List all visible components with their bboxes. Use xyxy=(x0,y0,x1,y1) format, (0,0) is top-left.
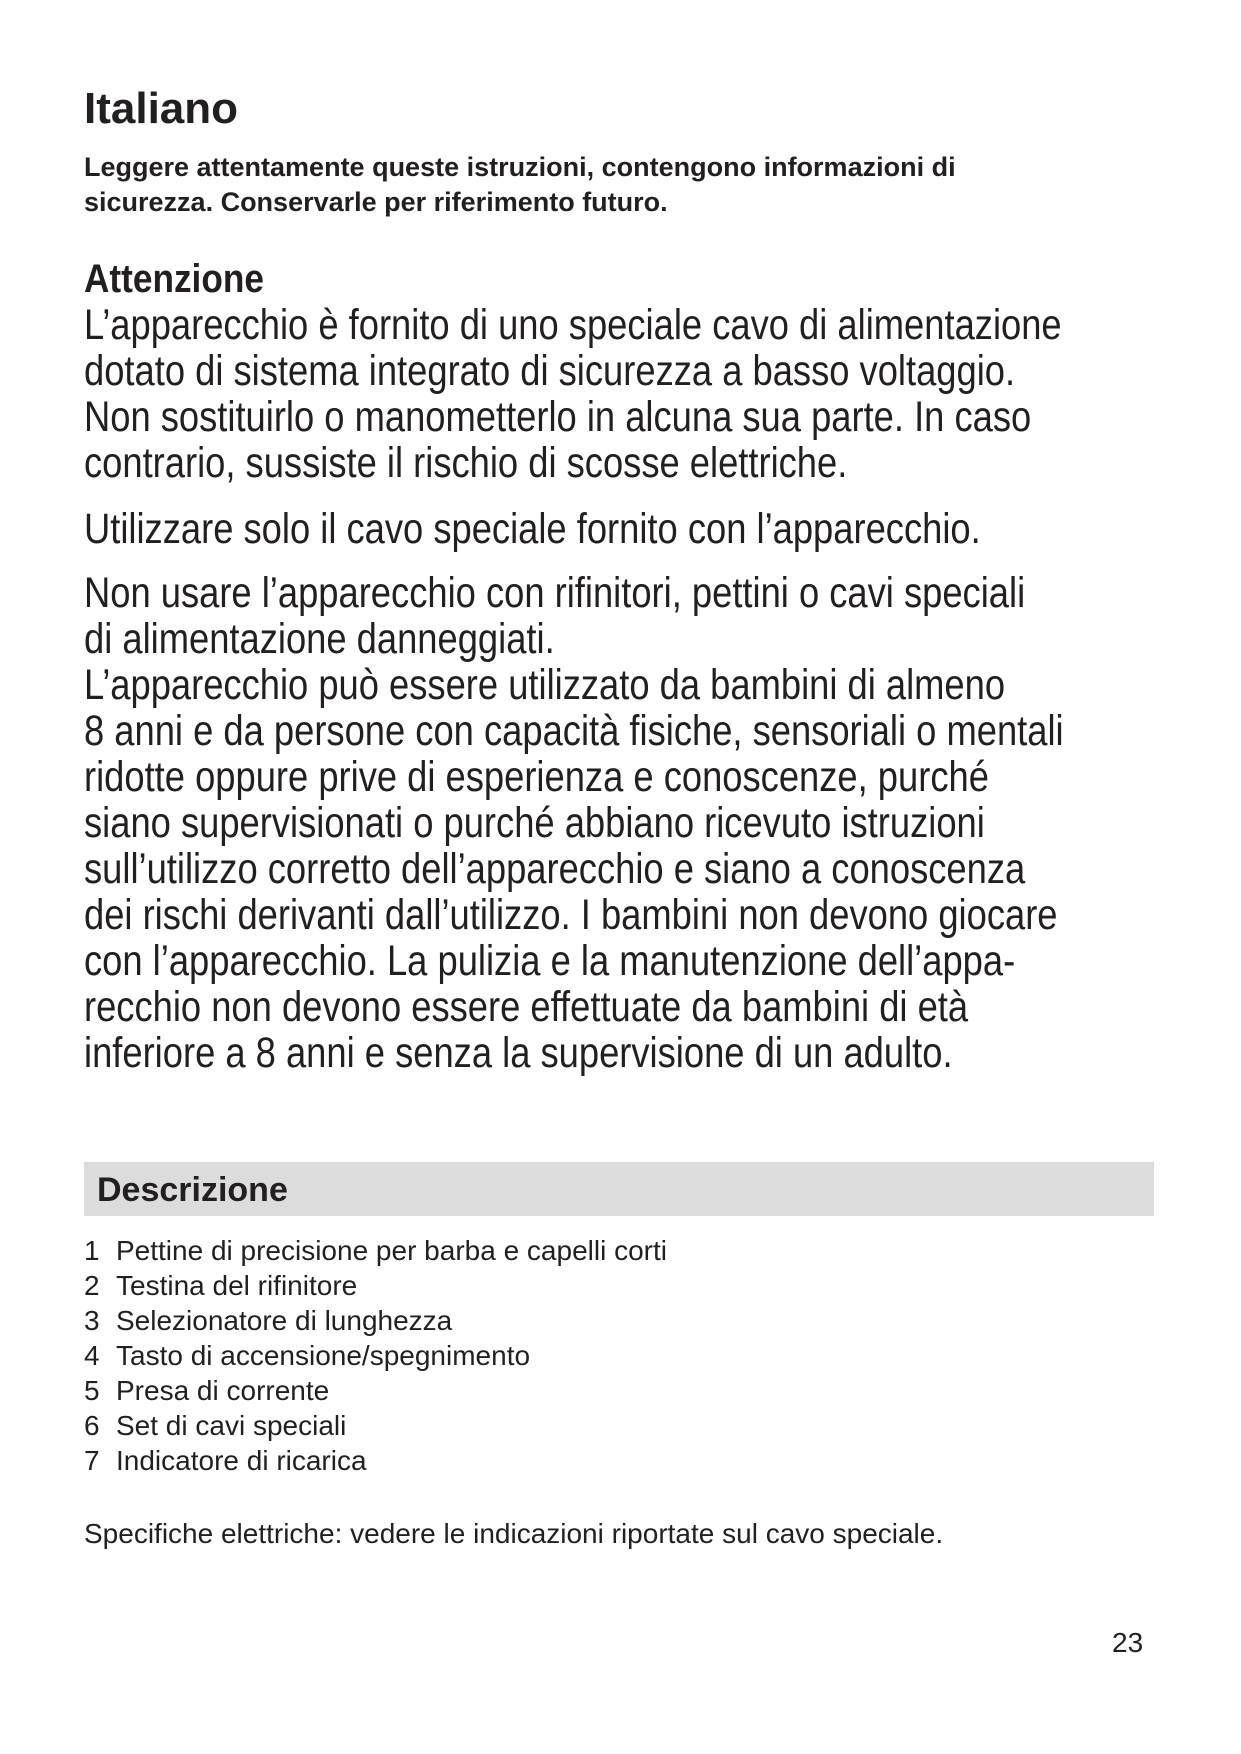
warning-paragraph-use-cable xyxy=(84,506,1014,552)
text-line: inferiore a 8 anni e senza la supervisione di un adulto. xyxy=(84,1029,953,1077)
text-line: 8 anni e da persone con capacità fisiche, sensoriali o mentali xyxy=(84,707,1064,755)
item-text: Set di cavi speciali xyxy=(116,1410,347,1441)
item-number: 5 xyxy=(84,1375,100,1406)
text-line: Utilizzare solo il cavo speciale fornito con l’apparecchio. xyxy=(84,505,981,553)
warning-heading: Attenzione xyxy=(84,257,264,301)
item-text: Presa di corrente xyxy=(116,1375,330,1406)
text-line: L’apparecchio può essere utilizzato da bambini di almeno xyxy=(84,661,1006,709)
warning-paragraph-cable xyxy=(84,301,1062,487)
list-item xyxy=(84,1233,667,1268)
text-line: contrario, sussiste il rischio di scosse elettriche. xyxy=(84,439,848,487)
description-title: Descrizione xyxy=(97,1171,288,1209)
page-number: 23 xyxy=(1112,1627,1144,1658)
text-line: di alimentazione danneggiati. xyxy=(84,615,555,663)
text-line: dotato di sistema integrato di sicurezza a basso voltaggio. xyxy=(84,347,1016,395)
list-item xyxy=(84,1408,667,1443)
description-header-bar xyxy=(84,1162,1154,1216)
intro-line: sicurezza. Conservarle per riferimento futuro. xyxy=(84,187,668,217)
text-line: dei rischi derivanti dall’utilizzo. I bambini non devono giocare xyxy=(84,891,1058,939)
text-line: siano supervisionati o purché abbiano ricevuto istruzioni xyxy=(84,799,985,847)
item-text: Pettine di precisione per barba e capelli corti xyxy=(116,1235,667,1266)
item-text: Tasto di accensione/spegnimento xyxy=(116,1340,531,1371)
parts-list xyxy=(84,1233,667,1478)
item-text: Indicatore di ricarica xyxy=(116,1445,367,1476)
item-number: 7 xyxy=(84,1445,100,1476)
text-line: Non usare l’apparecchio con rifinitori, pettini o cavi speciali xyxy=(84,569,1026,617)
list-item xyxy=(84,1443,667,1478)
text-line: con l’apparecchio. La pulizia e la manutenzione dell’appa- xyxy=(84,937,1016,985)
warning-paragraph-children xyxy=(84,569,1064,1077)
list-item xyxy=(84,1338,667,1373)
item-number: 3 xyxy=(84,1305,100,1336)
item-number: 2 xyxy=(84,1270,100,1301)
text-line: ridotte oppure prive di esperienza e conoscenze, purché xyxy=(84,753,989,801)
item-number: 1 xyxy=(84,1235,100,1266)
list-item xyxy=(84,1373,667,1408)
item-text: Testina del rifinitore xyxy=(116,1270,358,1301)
list-item xyxy=(84,1268,667,1303)
electrical-specs-note: Specifiche elettriche: vedere le indicazioni riportate sul cavo speciale. xyxy=(84,1518,944,1549)
language-heading: Italiano xyxy=(84,84,239,133)
text-line: Non sostituirlo o manometterlo in alcuna sua parte. In caso xyxy=(84,393,1032,441)
text-line: L’apparecchio è fornito di uno speciale cavo di alimentazione xyxy=(84,301,1062,349)
intro-text xyxy=(84,150,1164,220)
item-number: 6 xyxy=(84,1410,100,1441)
list-item xyxy=(84,1303,667,1338)
text-line: sull’utilizzo corretto dell’apparecchio e siano a conoscenza xyxy=(84,845,1026,893)
item-text: Selezionatore di lunghezza xyxy=(116,1305,453,1336)
intro-line: Leggere attentamente queste istruzioni, contengono informazioni di xyxy=(84,152,956,182)
warning-section xyxy=(84,256,1184,1076)
text-line: recchio non devono essere effettuate da bambini di età xyxy=(84,983,969,1031)
item-number: 4 xyxy=(84,1340,100,1371)
